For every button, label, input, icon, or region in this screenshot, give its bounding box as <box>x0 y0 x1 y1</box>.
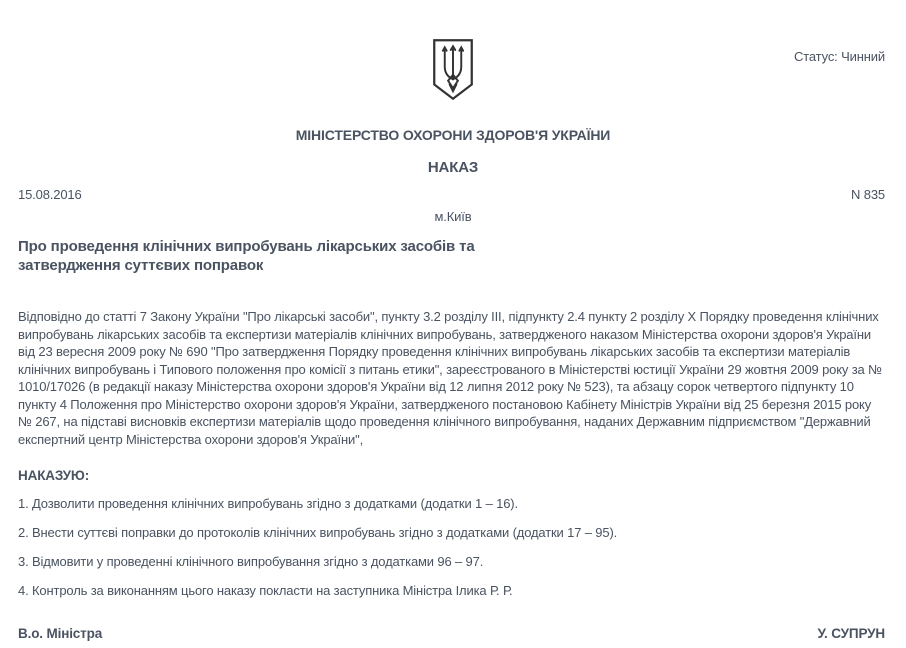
date-number-row <box>0 187 906 202</box>
signature-position: В.о. Міністра <box>18 626 103 641</box>
order-item-1: 1. Дозволити проведення клінічних випробувань згідно з додатками (додатки 1 – 16). <box>18 496 518 511</box>
document-type-title: НАКАЗ <box>427 159 479 176</box>
subject-title-line2: затвердження суттєвих поправок <box>18 257 264 274</box>
resolve-heading: НАКАЗУЮ: <box>18 468 90 483</box>
order-item-3: 3. Відмовити у проведенні клінічного випробування згідно з додатками 96 – 97. <box>18 554 484 569</box>
order-item-2: 2. Внести суттєві поправки до протоколів клінічних випробувань згідно з додатками (додатки 17 – 95). <box>18 525 618 540</box>
subject-title-line1: Про проведення клінічних випробувань лікарських засобів та <box>18 238 475 255</box>
document-city: м.Київ <box>434 209 472 224</box>
signature-name: У. СУПРУН <box>817 626 885 641</box>
document-status: Статус: Чинний <box>793 49 885 64</box>
signature-row <box>0 626 906 641</box>
document-date: 15.08.2016 <box>18 187 82 202</box>
ministry-name: МІНІСТЕРСТВО ОХОРОНИ ЗДОРОВ'Я УКРАЇНИ <box>295 127 611 143</box>
preamble-text: Відповідно до статті 7 Закону України "Про лікарські засоби", пункту 3.2 розділу III, підпункту 2.4 пункту 2 розділу X Порядку проведення клінічних випробувань лікарських засобів та експертизи матеріалів клінічних випробувань, затвердженого наказом Міністерства охорони здоров'я України від 23 вересня 2009 року № 690 "Про затвердження Порядку проведення клінічних випробувань лікарських засобів та експертизи матеріалів клінічних випробувань і Типового положення про комісії з питань етики", зареєстрованого в Міністерстві юстиції України 29 жовтня 2009 року за № 1010/17026 (в редакції наказу Міністерства охорони здоров'я України від 12 липня 2012 року № 523), та абзацу сорок четвертого підпункту 10 пункту 4 Положення про Міністерство охорони здоров'я України, затвердженого постановою Кабінету Міністрів України від 25 березня 2015 року № 267, на підставі висновків експертизи матеріалів щодо проведення клінічного випробування, наданих Державним підприємством "Державний експертний центр Міністерства охорони здоров'я України", <box>18 309 882 447</box>
order-item-4: 4. Контроль за виконанням цього наказу покласти на заступника Міністра Ілика Р. Р. <box>18 583 513 598</box>
subject-title <box>18 237 786 275</box>
document-number: N 835 <box>851 187 885 202</box>
ukraine-trident-icon <box>430 38 476 101</box>
